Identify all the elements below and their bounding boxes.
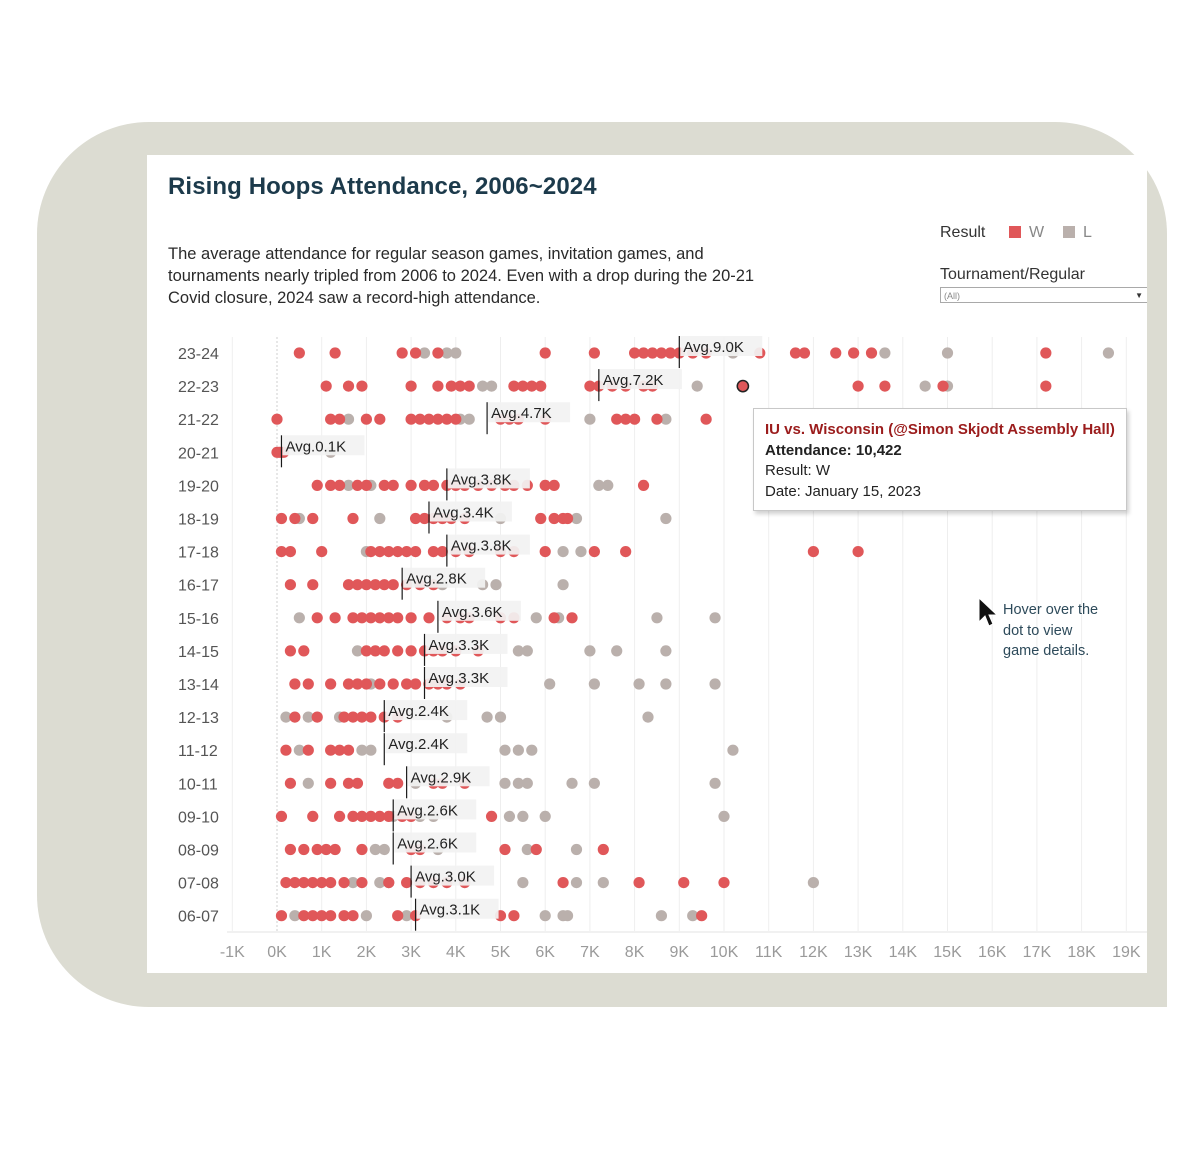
page-title: Rising Hoops Attendance, 2006~2024	[168, 173, 597, 200]
dot-win	[410, 347, 421, 358]
season-label: 15-16	[178, 610, 219, 628]
avg-label: Avg.4.7K	[491, 405, 552, 423]
x-tick-label: 12K	[799, 944, 828, 961]
dot-loss	[517, 877, 528, 888]
dot-win	[289, 712, 300, 723]
x-tick-label: -1K	[219, 944, 245, 961]
dot-loss	[540, 910, 551, 921]
dot-win	[718, 877, 729, 888]
dot-loss	[379, 844, 390, 855]
avg-label: Avg.7.2K	[602, 372, 664, 390]
dot-loss	[557, 579, 568, 590]
dot-win	[428, 480, 439, 491]
avg-label: Avg.3.1K	[419, 901, 481, 919]
x-tick-label: 15K	[933, 944, 962, 961]
dot-win	[566, 612, 577, 623]
dot-win	[294, 347, 305, 358]
dot-win	[678, 877, 689, 888]
dot-loss	[660, 645, 671, 656]
dot-loss	[942, 347, 953, 358]
dot-win	[406, 381, 417, 392]
x-tick-label: 4K	[446, 944, 466, 961]
dot-loss	[361, 910, 372, 921]
tooltip-attendance-label: Attendance:	[765, 441, 852, 459]
dot-win	[271, 414, 282, 425]
dot-loss	[504, 811, 515, 822]
dot-win	[1040, 347, 1051, 358]
dot-win	[298, 645, 309, 656]
dot-win	[347, 910, 358, 921]
season-label: 12-13	[178, 710, 219, 728]
dot-win	[365, 712, 376, 723]
dot-win	[321, 381, 332, 392]
dot-loss	[660, 678, 671, 689]
dot-win	[298, 844, 309, 855]
dot-loss	[540, 811, 551, 822]
dot-loss	[566, 778, 577, 789]
dot-loss	[660, 513, 671, 524]
dot-win	[562, 513, 573, 524]
dot-win	[589, 347, 600, 358]
dot-win	[316, 546, 327, 557]
dot-win	[432, 347, 443, 358]
dot-loss	[718, 811, 729, 822]
dot-win	[330, 347, 341, 358]
dot-loss	[464, 414, 475, 425]
dot-win	[276, 910, 287, 921]
dot-win	[410, 546, 421, 557]
avg-label: Avg.3.8K	[450, 537, 512, 555]
dot-loss	[727, 745, 738, 756]
dot-loss	[450, 347, 461, 358]
season-label: 10-11	[178, 776, 218, 794]
dot-loss	[642, 712, 653, 723]
avg-label: Avg.3.6K	[441, 603, 503, 621]
season-label: 14-15	[178, 643, 219, 661]
dot-win	[808, 546, 819, 557]
dot-win	[540, 546, 551, 557]
season-label: 07-08	[178, 875, 219, 893]
season-label: 16-17	[178, 577, 219, 595]
avg-label: Avg.3.3K	[428, 636, 490, 654]
dot-win	[853, 546, 864, 557]
dot-loss	[656, 910, 667, 921]
dot-win	[285, 844, 296, 855]
dot-win	[307, 513, 318, 524]
dot-win	[406, 612, 417, 623]
season-label: 23-24	[178, 346, 219, 363]
dot-win	[289, 513, 300, 524]
dot-win	[799, 347, 810, 358]
mouse-pointer-icon	[977, 597, 1001, 631]
hint-line-1: Hover over the	[1003, 602, 1099, 618]
dot-win	[450, 414, 461, 425]
dot-win	[356, 844, 367, 855]
dot-loss	[651, 612, 662, 623]
x-tick-label: 0K	[267, 944, 287, 961]
dot-win	[334, 414, 345, 425]
dot-loss	[589, 778, 600, 789]
filter-selected-value: (All)	[944, 291, 960, 301]
dot-loss	[495, 712, 506, 723]
dot-loss	[499, 745, 510, 756]
dot-win	[620, 546, 631, 557]
dot-loss	[522, 778, 533, 789]
x-tick-label: 19K	[1112, 944, 1141, 961]
dot-win	[535, 513, 546, 524]
dot-win	[276, 513, 287, 524]
dot-win	[388, 480, 399, 491]
dot-loss	[562, 910, 573, 921]
x-tick-label: 8K	[624, 944, 645, 961]
dot-win	[410, 678, 421, 689]
dot-win	[397, 347, 408, 358]
dot-win	[312, 712, 323, 723]
dot-win	[312, 612, 323, 623]
dot-loss	[709, 678, 720, 689]
dot-loss	[709, 612, 720, 623]
dot-win	[289, 678, 300, 689]
dot-win	[464, 381, 475, 392]
dot-win	[531, 844, 542, 855]
dot-win	[330, 612, 341, 623]
dot-win	[361, 678, 372, 689]
attendance-strip-chart	[147, 155, 1147, 973]
dot-win	[374, 678, 385, 689]
hint-line-2: dot to view	[1003, 622, 1073, 639]
page-subtitle: The average attendance for regular season games, invitation games, and tournaments nearly tripled from 2006 to 2024. Even with a drop during the 20-21 Covid closure, 2024 saw a record-high attendance.	[168, 245, 755, 307]
season-label: 13-14	[178, 677, 219, 694]
dot-win	[334, 811, 345, 822]
x-tick-label: 2K	[356, 944, 377, 961]
dot-win	[307, 579, 318, 590]
dot-win	[343, 745, 354, 756]
x-tick-label: 3K	[401, 944, 421, 961]
dot-loss	[490, 579, 501, 590]
avg-label: Avg.2.4K	[388, 703, 449, 721]
dot-win	[280, 745, 291, 756]
dot-win	[853, 381, 864, 392]
dashboard-card	[147, 155, 1147, 973]
dot-win	[392, 910, 403, 921]
dot-win	[303, 745, 314, 756]
dot-win	[535, 381, 546, 392]
dot-win	[312, 480, 323, 491]
dot-win	[388, 678, 399, 689]
dot-win	[285, 645, 296, 656]
avg-label: Avg.0.1K	[285, 438, 347, 456]
dot-loss	[589, 678, 600, 689]
tooltip-attendance	[765, 441, 1126, 462]
x-tick-label: 6K	[535, 944, 555, 961]
season-label: 08-09	[178, 842, 219, 860]
dot-win	[589, 546, 600, 557]
dot-win	[696, 910, 707, 921]
legend-label-l: L	[1083, 224, 1092, 241]
season-label: 19-20	[178, 478, 219, 496]
dot-win	[379, 645, 390, 656]
season-label: 18-19	[178, 511, 219, 529]
dot-loss	[709, 778, 720, 789]
tooltip-date: Date: January 15, 2023	[765, 482, 921, 500]
dot-loss	[920, 381, 931, 392]
season-label: 06-07	[178, 908, 219, 926]
dot-win	[347, 513, 358, 524]
avg-label: Avg.3.3K	[428, 670, 490, 687]
dot-win	[276, 811, 287, 822]
x-tick-label: 13K	[843, 944, 873, 961]
dot-win	[307, 811, 318, 822]
dot-win	[330, 844, 341, 855]
dot-win	[285, 579, 296, 590]
dot-win	[848, 347, 859, 358]
dot-win	[633, 877, 644, 888]
dot-win	[486, 811, 497, 822]
dot-loss	[374, 513, 385, 524]
season-label: 09-10	[178, 809, 219, 827]
dot-win	[361, 414, 372, 425]
dot-win	[651, 414, 662, 425]
dot-loss	[557, 546, 568, 557]
dot-win	[392, 778, 403, 789]
dot-win	[392, 645, 403, 656]
dot-win	[325, 910, 336, 921]
tooltip-attendance-value: 10,422	[855, 441, 902, 459]
dot-win	[406, 645, 417, 656]
dot-win	[598, 844, 609, 855]
tooltip-title: IU vs. Wisconsin (@Simon Skjodt Assembly Hall)	[765, 421, 1115, 438]
legend-label-w: W	[1029, 224, 1045, 241]
dot-loss	[486, 381, 497, 392]
x-tick-label: 10K	[709, 944, 739, 961]
x-tick-label: 5K	[490, 944, 511, 961]
dot-loss	[571, 877, 582, 888]
dot-loss	[526, 745, 537, 756]
dot-win	[629, 414, 640, 425]
dot-highlighted	[737, 381, 748, 392]
dot-win	[499, 844, 510, 855]
legend-title: Result	[940, 224, 986, 241]
dot-win	[388, 579, 399, 590]
dot-win	[423, 612, 434, 623]
dot-win	[432, 381, 443, 392]
hint-line-3: game details.	[1003, 643, 1090, 659]
dot-win	[830, 347, 841, 358]
dot-loss	[481, 712, 492, 723]
avg-label: Avg.2.6K	[397, 835, 458, 853]
dot-loss	[517, 811, 528, 822]
dot-loss	[294, 612, 305, 623]
dot-loss	[1103, 347, 1114, 358]
dot-win	[540, 347, 551, 358]
dot-loss	[522, 645, 533, 656]
dot-win	[701, 414, 712, 425]
dot-win	[937, 381, 948, 392]
dot-win	[352, 778, 363, 789]
game-tooltip	[753, 408, 1127, 511]
dot-win	[303, 678, 314, 689]
dot-win	[508, 910, 519, 921]
x-tick-label: 1K	[311, 944, 332, 961]
avg-label: Avg.3.0K	[415, 868, 476, 886]
dot-win	[356, 877, 367, 888]
dot-win	[549, 480, 560, 491]
x-tick-label: 14K	[888, 944, 918, 961]
dot-win	[638, 480, 649, 491]
dot-win	[334, 480, 345, 491]
dot-loss	[575, 546, 586, 557]
dot-win	[879, 381, 890, 392]
dot-loss	[365, 745, 376, 756]
avg-label: Avg.2.9K	[410, 769, 472, 787]
dot-win	[325, 678, 336, 689]
dot-loss	[879, 347, 890, 358]
dropdown-arrow-icon: ▼	[1135, 291, 1143, 300]
dot-win	[406, 480, 417, 491]
dot-loss	[571, 844, 582, 855]
dot-win	[392, 612, 403, 623]
dot-win	[338, 877, 349, 888]
dot-loss	[513, 745, 524, 756]
dot-win	[361, 480, 372, 491]
x-tick-label: 16K	[977, 944, 1007, 961]
avg-label: Avg.9.0K	[683, 339, 744, 356]
dot-loss	[808, 877, 819, 888]
dot-win	[325, 778, 336, 789]
x-tick-label: 11K	[755, 944, 783, 961]
x-tick-label: 7K	[580, 944, 600, 961]
dot-win	[356, 381, 367, 392]
dot-win	[866, 347, 877, 358]
tooltip-result: Result: W	[765, 462, 831, 479]
dot-loss	[602, 480, 613, 491]
dot-loss	[584, 645, 595, 656]
filter-title: Tournament/Regular	[940, 266, 1085, 283]
dot-win	[549, 612, 560, 623]
dot-loss	[499, 778, 510, 789]
dot-loss	[633, 678, 644, 689]
dot-win	[1040, 381, 1051, 392]
avg-label: Avg.2.8K	[406, 570, 467, 588]
avg-label: Avg.3.4K	[432, 504, 494, 522]
x-tick-label: 18K	[1067, 944, 1096, 961]
dot-loss	[584, 414, 595, 425]
hover-hint	[1003, 600, 1098, 662]
dot-loss	[531, 612, 542, 623]
avg-label: Avg.2.6K	[397, 802, 458, 820]
dot-win	[325, 877, 336, 888]
dot-win	[374, 414, 385, 425]
season-label: 20-21	[178, 445, 219, 463]
dot-win	[383, 877, 394, 888]
season-label: 21-22	[178, 412, 219, 430]
dot-loss	[692, 381, 703, 392]
dot-loss	[598, 877, 609, 888]
x-tick-label: 17K	[1022, 944, 1052, 961]
dot-win	[285, 546, 296, 557]
dot-loss	[303, 778, 314, 789]
dot-win	[285, 778, 296, 789]
dot-win	[343, 381, 354, 392]
avg-label: Avg.3.8K	[450, 471, 512, 489]
dot-loss	[544, 678, 555, 689]
dot-win	[557, 877, 568, 888]
x-tick-label: 9K	[669, 944, 690, 961]
season-label: 17-18	[178, 544, 219, 562]
dot-loss	[611, 645, 622, 656]
avg-label: Avg.2.4K	[388, 736, 449, 754]
season-label: 11-12	[178, 743, 218, 761]
season-label: 22-23	[178, 379, 219, 397]
